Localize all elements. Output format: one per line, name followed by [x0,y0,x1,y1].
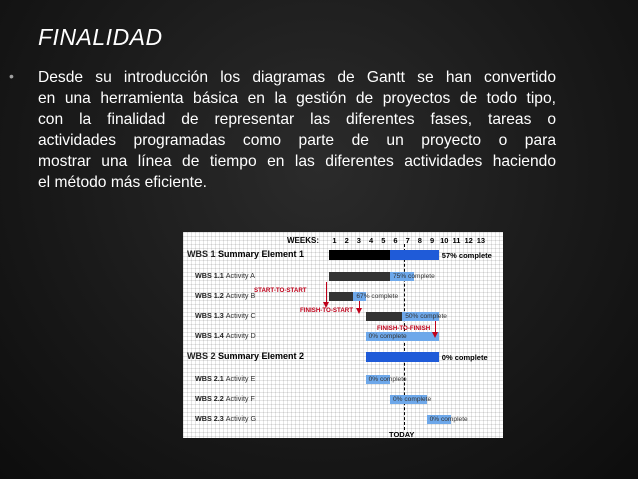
week-number: 13 [476,236,486,245]
wbs-row-label [195,271,255,280]
percent-complete: 0% complete [429,416,468,423]
dependency-label: FINISH-TO-START [300,307,354,314]
wbs-code: WBS 1.1 [195,271,226,280]
wbs-row-label [195,414,256,423]
week-number: 6 [393,236,398,245]
percent-complete: 0% complete [441,353,488,362]
dependency-line [326,282,327,304]
wbs-code: WBS 1 [187,249,219,259]
wbs-name: Activity A [225,271,255,280]
percent-complete: 50% complete [405,313,447,320]
summary-bar-remaining [390,250,439,260]
wbs-row-label [195,311,256,320]
week-number: 8 [417,236,422,245]
week-number: 3 [356,236,361,245]
wbs-row-label [187,351,304,361]
wbs-name: Summary Element 2 [218,351,305,361]
wbs-row-label [195,394,255,403]
wbs-code: WBS 1.4 [195,331,226,340]
body-line: mostrar una línea de tiempo en las diferentes actividades haciendo [38,153,556,170]
week-number: 9 [430,236,435,245]
gantt-chart-image [183,232,503,438]
body-line: con la finalidad de representar las diferentes fases, tareas o [38,111,556,128]
week-number: 11 [452,236,461,245]
week-number: 5 [381,236,386,245]
wbs-row-label [195,331,256,340]
wbs-name: Activity C [225,311,256,320]
body-paragraph [38,67,556,193]
body-line: el método más eficiente. [38,174,208,191]
percent-complete: 67% complete [356,293,399,300]
dependency-label: START-TO-START [254,287,307,294]
percent-complete: 0% complete [393,396,432,403]
wbs-code: WBS 2 [187,351,219,361]
wbs-row-label [195,291,255,300]
task-bar-complete [329,292,353,301]
week-number: 10 [440,236,449,245]
summary-bar-remaining [366,352,439,362]
dependency-label: FINISH-TO-FINISH [377,325,431,332]
wbs-name: Activity G [225,414,257,423]
wbs-code: WBS 1.2 [195,291,226,300]
today-label: TODAY [389,430,415,438]
percent-complete: 0% complete [368,376,407,383]
wbs-code: WBS 1.3 [195,311,226,320]
body-line: Desde su introducción los diagramas de Gantt se han convertido [38,69,556,86]
wbs-name: Activity E [225,374,256,383]
body-line: actividades programadas como parte de un proyecto o para [38,132,556,149]
week-number: 12 [464,236,473,245]
wbs-row-label [187,249,304,259]
wbs-row-label [195,374,255,383]
wbs-code: WBS 2.3 [195,414,226,423]
week-number: 2 [344,236,349,245]
percent-complete: 75% complete [393,273,435,280]
task-bar-complete [366,312,403,321]
slide-title: FINALIDAD [38,24,163,50]
week-number: 7 [405,236,410,245]
task-bar-complete [329,272,390,281]
weeks-label: WEEKS: [287,236,319,245]
wbs-name: Activity D [225,331,256,340]
percent-complete: 57% complete [441,251,492,260]
dependency-arrow [356,308,362,314]
wbs-name: Activity F [225,394,255,403]
wbs-code: WBS 2.1 [195,374,226,383]
summary-bar-complete [329,250,390,260]
body-line: en una herramienta básica en la gestión de proyectos de todo tipo, [38,90,556,107]
wbs-code: WBS 2.2 [195,394,226,403]
dependency-arrow [432,332,438,338]
wbs-name: Summary Element 1 [218,249,305,259]
wbs-name: Activity B [225,291,256,300]
week-number: 4 [369,236,374,245]
percent-complete: 0% complete [368,333,407,340]
week-number: 1 [332,236,337,245]
bullet-marker: • [9,68,14,84]
